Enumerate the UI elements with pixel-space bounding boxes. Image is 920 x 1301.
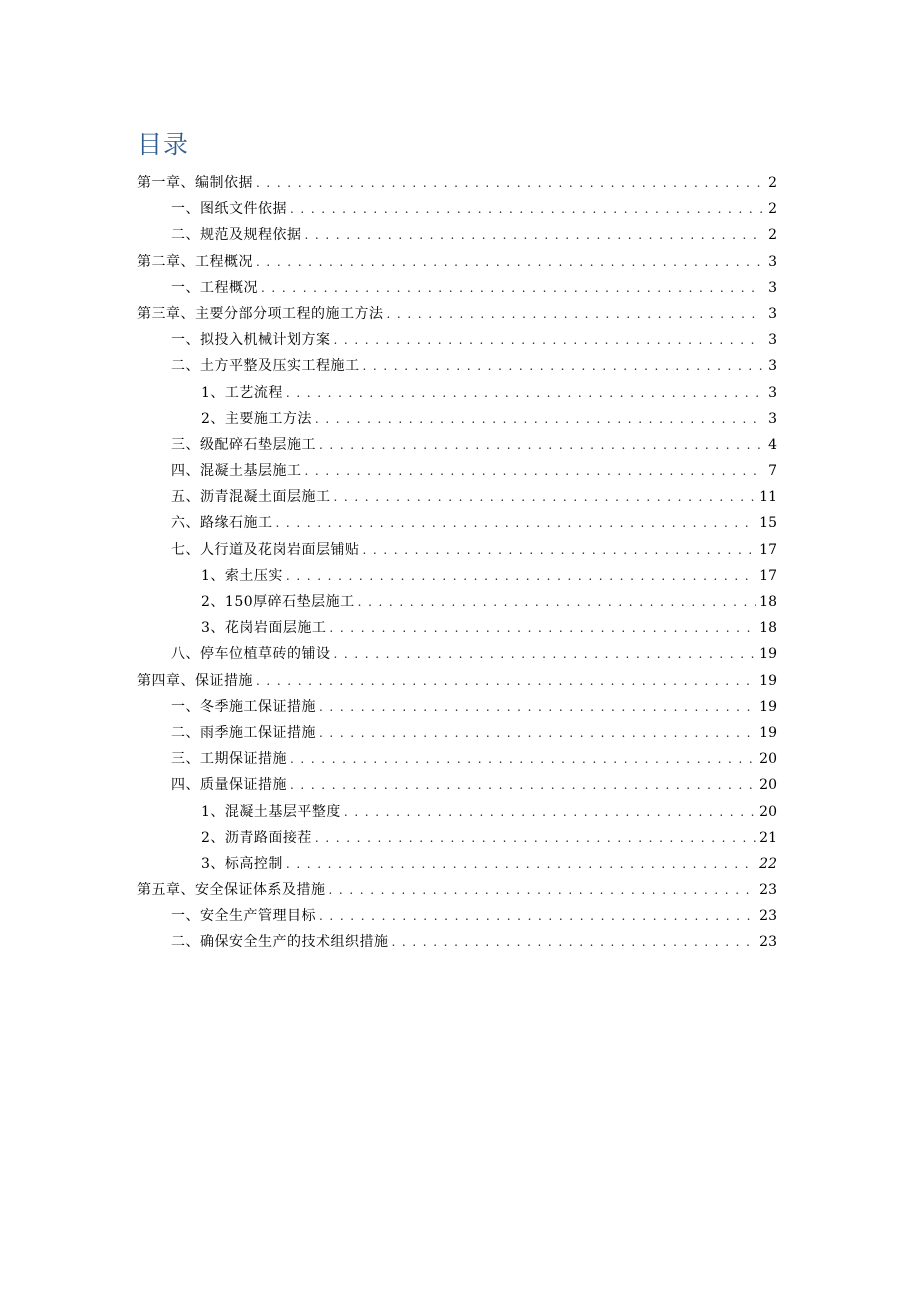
toc-entry-label: 三、工期保证措施 [171, 751, 287, 768]
toc-entry-page-number: 19 [759, 698, 777, 715]
toc-dot-leader [358, 595, 757, 609]
toc-entry[interactable] [137, 853, 777, 879]
toc-entry-label: 一、图纸文件依据 [171, 201, 287, 218]
toc-entry[interactable] [137, 198, 777, 224]
toc-entry-label: 二、雨季施工保证措施 [171, 724, 316, 741]
toc-entry-page-number: 22 [759, 855, 777, 872]
toc-entry-label: 二、确保安全生产的技术组织措施 [171, 934, 389, 951]
toc-dot-leader [286, 857, 756, 871]
toc-entry-page-number: 23 [759, 908, 777, 925]
toc-dot-leader [363, 543, 757, 557]
toc-entry-page-number: 3 [768, 253, 777, 270]
toc-title: 目录 [137, 130, 190, 159]
toc-entry-label: 一、冬季施工保证措施 [171, 698, 316, 715]
toc-entry[interactable] [137, 251, 777, 277]
toc-entry-label: 一、拟投入机械计划方案 [171, 332, 331, 349]
toc-entry-label: 第一章、编制依据 [137, 175, 253, 191]
toc-dot-leader [334, 647, 757, 661]
toc-entry[interactable] [137, 460, 777, 486]
toc-entry[interactable] [137, 172, 777, 198]
toc-entry-page-number: 20 [759, 751, 777, 768]
toc-dot-leader [334, 333, 763, 347]
toc-entry[interactable] [137, 382, 777, 408]
toc-entry-page-number: 18 [759, 594, 777, 610]
toc-entry-page-number: 17 [759, 541, 777, 558]
toc-dot-leader [329, 883, 757, 897]
toc-entry-label: 1、索土压实 [201, 567, 283, 584]
toc-entry-page-number: 3 [768, 305, 777, 322]
toc-dot-leader [315, 831, 756, 845]
toc-entry-page-number: 4 [768, 436, 777, 453]
toc-entry[interactable] [137, 670, 777, 696]
toc-entry-label: 五、沥青混凝土面层施工 [171, 489, 331, 506]
toc-dot-leader [290, 778, 756, 792]
toc-entry[interactable] [137, 879, 777, 905]
toc-entry[interactable] [137, 722, 777, 748]
toc-entry-page-number: 19 [759, 672, 777, 689]
toc-entry[interactable] [137, 355, 777, 381]
toc-entry[interactable] [137, 748, 777, 774]
toc-entry[interactable] [137, 774, 777, 800]
toc-entry[interactable] [137, 512, 777, 538]
toc-dot-leader [319, 909, 756, 923]
toc-entry[interactable] [137, 801, 777, 827]
toc-entry[interactable] [137, 486, 777, 512]
toc-entry-label: 第三章、主要分部分项工程的施工方法 [137, 305, 384, 322]
table-of-contents [137, 172, 777, 958]
toc-entry-page-number: 20 [759, 803, 777, 820]
toc-entry-page-number: 3 [768, 279, 777, 296]
toc-dot-leader [305, 228, 763, 242]
toc-entry-label: 2、主要施工方法 [201, 410, 312, 427]
toc-entry-page-number: 21 [759, 829, 777, 846]
toc-dot-leader [290, 752, 756, 766]
toc-entry-label: 三、级配碎石垫层施工 [171, 436, 316, 453]
toc-entry[interactable] [137, 643, 777, 669]
toc-entry[interactable] [137, 224, 777, 250]
toc-entry-label: 一、工程概况 [171, 279, 258, 296]
toc-entry[interactable] [137, 827, 777, 853]
toc-entry[interactable] [137, 617, 777, 643]
toc-dot-leader [256, 674, 756, 688]
toc-dot-leader [256, 255, 762, 269]
toc-entry-page-number: 17 [759, 567, 777, 584]
toc-entry-label: 第四章、保证措施 [137, 672, 253, 689]
toc-dot-leader [256, 176, 762, 190]
toc-entry-page-number: 7 [768, 463, 777, 480]
toc-entry[interactable] [137, 408, 777, 434]
toc-entry-label: 七、人行道及花岗岩面层铺贴 [171, 541, 360, 558]
toc-entry-page-number: 2 [768, 201, 777, 218]
toc-entry[interactable] [137, 931, 777, 957]
toc-entry-page-number: 2 [768, 227, 777, 244]
toc-entry[interactable] [137, 329, 777, 355]
toc-dot-leader [305, 464, 763, 478]
toc-entry-page-number: 23 [759, 934, 777, 951]
toc-dot-leader [315, 412, 762, 426]
toc-dot-leader [329, 621, 756, 635]
toc-entry-label: 第二章、工程概况 [137, 253, 253, 270]
toc-entry-label: 第五章、安全保证体系及措施 [137, 882, 326, 899]
toc-dot-leader [286, 569, 756, 583]
toc-entry-page-number: 3 [768, 332, 777, 349]
toc-dot-leader [392, 935, 757, 949]
toc-entry[interactable] [137, 277, 777, 303]
toc-entry-page-number: 11 [759, 489, 777, 506]
toc-entry-label: 四、质量保证措施 [171, 777, 287, 794]
toc-entry[interactable] [137, 905, 777, 931]
toc-entry-page-number: 2 [768, 175, 777, 191]
toc-entry[interactable] [137, 539, 777, 565]
toc-entry[interactable] [137, 434, 777, 460]
toc-entry-label: 1、混凝土基层平整度 [201, 803, 341, 820]
toc-entry-page-number: 20 [759, 777, 777, 794]
toc-entry-label: 二、规范及规程依据 [171, 227, 302, 244]
toc-dot-leader [286, 386, 762, 400]
toc-entry-label: 2、沥青路面接茬 [201, 829, 312, 846]
toc-dot-leader [261, 281, 762, 295]
toc-entry-page-number: 15 [759, 515, 777, 532]
toc-entry-label: 八、停车位植草砖的铺设 [171, 646, 331, 663]
toc-dot-leader [334, 490, 757, 504]
toc-dot-leader [319, 438, 762, 452]
toc-dot-leader [290, 202, 762, 216]
toc-entry-page-number: 19 [759, 646, 777, 663]
toc-dot-leader [344, 805, 756, 819]
toc-entry-page-number: 23 [759, 882, 777, 899]
toc-dot-leader [387, 307, 763, 321]
toc-entry[interactable] [137, 303, 777, 329]
toc-entry-label: 2、150厚碎石垫层施工 [201, 594, 355, 610]
toc-entry-label: 一、安全生产管理目标 [171, 908, 316, 925]
toc-entry-label: 六、路缘石施工 [171, 515, 273, 532]
toc-entry-page-number: 3 [768, 358, 777, 375]
toc-entry-label: 3、标高控制 [201, 855, 283, 872]
toc-entry-label: 3、花岗岩面层施工 [201, 620, 327, 637]
toc-dot-leader [276, 516, 757, 530]
toc-dot-leader [363, 359, 763, 373]
toc-entry[interactable] [137, 565, 777, 591]
toc-entry-page-number: 3 [768, 384, 777, 401]
toc-entry-label: 二、土方平整及压实工程施工 [171, 358, 360, 375]
toc-entry[interactable] [137, 696, 777, 722]
toc-entry-page-number: 19 [759, 724, 777, 741]
toc-dot-leader [319, 700, 756, 714]
toc-dot-leader [319, 726, 756, 740]
toc-entry-label: 1、工艺流程 [201, 384, 283, 401]
toc-entry-page-number: 18 [759, 620, 777, 637]
toc-entry-label: 四、混凝土基层施工 [171, 463, 302, 480]
toc-entry-page-number: 3 [768, 410, 777, 427]
toc-entry[interactable] [137, 591, 777, 617]
